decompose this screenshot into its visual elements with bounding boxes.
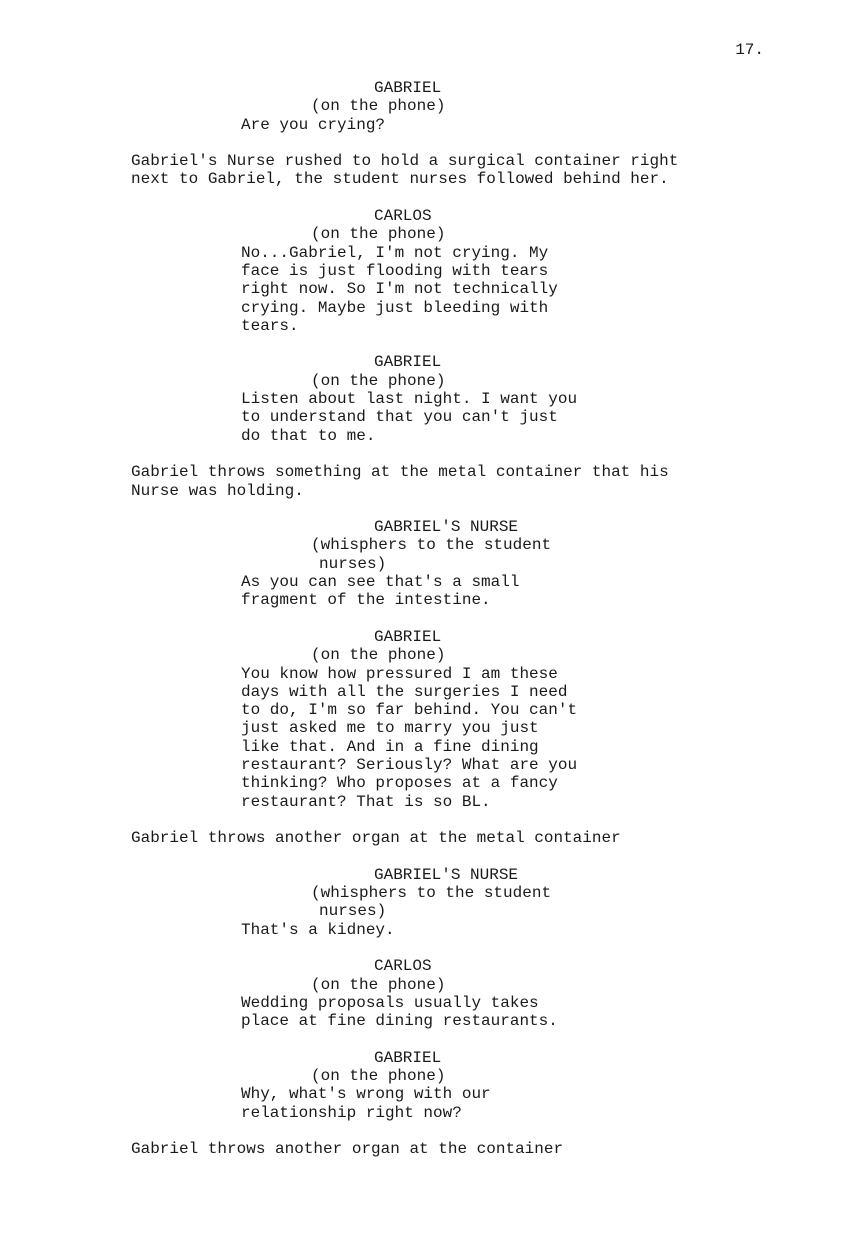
- action-line: Gabriel throws another organ at the metal container: [131, 829, 621, 848]
- character-name: CARLOS: [374, 207, 432, 226]
- dialogue-text: You know how pressured I am these days with all the surgeries I need to do, I'm so far behind. You can't just asked me to marry you just like that. And in a fine dining restaurant? Seriously? What are you thinking? Who proposes at a fancy restaurant? That is so BL.: [241, 664, 578, 811]
- character-name: GABRIEL'S NURSE: [374, 865, 519, 884]
- dialogue-text: No...Gabriel, I'm not crying. My face is just flooding with tears right now. So I'm not technically crying. Maybe just bleeding with tears.: [241, 243, 558, 335]
- dialogue-text: As you can see that's a small fragment of the intestine.: [241, 573, 520, 610]
- dialogue-block: [131, 79, 771, 134]
- character-name: GABRIEL'S NURSE: [374, 518, 519, 537]
- page-number: 17.: [735, 41, 764, 59]
- parenthetical: (on the phone): [311, 371, 446, 390]
- parenthetical-continuation: nurses): [319, 902, 387, 921]
- character-name: GABRIEL: [374, 1048, 442, 1067]
- parenthetical: (on the phone): [311, 1067, 446, 1086]
- dialogue-text: Listen about last night. I want you to understand that you can't just do that to me.: [241, 390, 578, 445]
- dialogue-block: [131, 628, 771, 811]
- character-name: GABRIEL: [374, 79, 442, 97]
- action-line: Gabriel throws something at the metal container that his Nurse was holding.: [131, 463, 669, 500]
- dialogue-text: Are you crying?: [241, 115, 386, 134]
- action-line: Gabriel's Nurse rushed to hold a surgical container right next to Gabriel, the student nurses followed behind her.: [131, 152, 679, 189]
- script-body: [131, 79, 771, 1177]
- dialogue-block: [131, 957, 771, 1030]
- dialogue-block: [131, 518, 771, 609]
- parenthetical-line: (whisphers to the student: [311, 536, 552, 555]
- parenthetical: (on the phone): [311, 225, 446, 244]
- dialogue-block: [131, 353, 771, 444]
- parenthetical: (on the phone): [311, 97, 446, 116]
- action-line: Gabriel throws another organ at the container: [131, 1140, 564, 1159]
- dialogue-block: [131, 1049, 771, 1122]
- parenthetical: [131, 536, 771, 573]
- character-name: CARLOS: [374, 957, 432, 976]
- parenthetical-line: (whisphers to the student: [311, 884, 552, 903]
- dialogue-text: Why, what's wrong with our relationship right now?: [241, 1085, 491, 1122]
- parenthetical: (on the phone): [311, 646, 446, 665]
- character-name: GABRIEL: [374, 627, 442, 646]
- dialogue-block: [131, 866, 771, 939]
- parenthetical-continuation: nurses): [319, 554, 387, 573]
- dialogue-text: That's a kidney.: [241, 920, 395, 939]
- parenthetical: (on the phone): [311, 975, 446, 994]
- dialogue-block: [131, 207, 771, 335]
- character-name: GABRIEL: [374, 353, 442, 372]
- parenthetical: [131, 884, 771, 921]
- dialogue-text: Wedding proposals usually takes place at fine dining restaurants.: [241, 993, 558, 1031]
